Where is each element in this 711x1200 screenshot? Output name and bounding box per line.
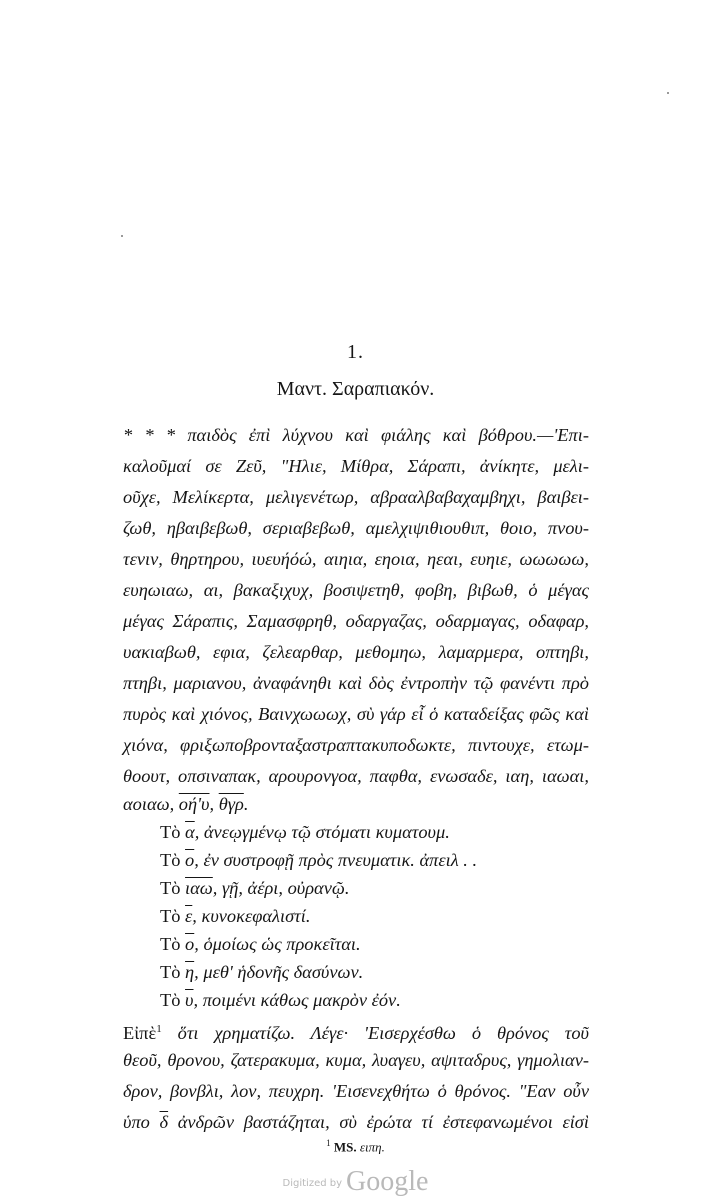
watermark-brand: Google [346, 1166, 429, 1197]
text-line: υακιαβωθ, εφια, ζελεαρθαρ, μεθομηω, λαμαρμερα, οπτηβι, [123, 642, 589, 662]
vowel-line [160, 845, 590, 875]
watermark-prefix: Digitized by [282, 1178, 343, 1189]
text-line: πυρὸς καὶ χιόνος, Βαινχωωωχ, σὺ γάρ εἶ ὁ καταδείξας φῶς καὶ [123, 704, 589, 724]
text-line [123, 1107, 589, 1137]
vowel-letter: $\overline{\upsilon}$ [185, 990, 194, 1010]
vowel-line [160, 817, 590, 847]
scan-speck [121, 235, 123, 237]
text-line [123, 1014, 589, 1044]
text-line: οῦχε, Μελίκερτα, μελιγενέτωρ, αβρααλβαβαχαμβηχι, βαιβει- [123, 487, 589, 507]
vowel-article: Τὸ [160, 934, 181, 954]
vowel-line [160, 929, 590, 959]
vowel-letter: $\overline{o}$ [185, 850, 195, 870]
vowel-text: , ποιμένι κάθως μακρὸν ἐόν. [193, 990, 401, 1010]
vowel-letter: $\overline{\iota\alpha\omega}$ [185, 878, 213, 898]
vowel-article: Τὸ [160, 878, 181, 898]
digitization-watermark [0, 1166, 711, 1198]
vowel-line [160, 985, 590, 1015]
vowel-text: , κυνοκεφαλιστί. [192, 906, 311, 926]
vowel-text: , ἐν συστροφῇ πρὸς πνευματικ. ἀπειλ . . [194, 850, 478, 870]
line-text: , [209, 794, 219, 814]
footnote-reference: 1 [156, 1023, 162, 1035]
scan-speck [667, 92, 669, 94]
text-line: μέγας Σάραπις, Σαμασφρηθ, οδαργαζας, οδαρμαγας, οδαφαρ, [123, 611, 589, 631]
vowel-article: Τὸ [160, 990, 181, 1010]
vowel-line [160, 901, 590, 931]
text-line: θοουτ, οπσιναπακ, αρουρονγοα, παφθα, ενωσαδε, ιαη, ιαωαι, [123, 766, 589, 786]
text-line: καλοῦμαί σε Ζεῦ, "Ηλιε, Μίθρα, Σάραπι, ἀνίκητε, μελι- [123, 456, 589, 476]
vowel-letter: $\overline{\eta}$ [185, 962, 195, 982]
vowel-letter: $\overline{o}$ [185, 934, 195, 954]
section-title: Μαντ. Σαραπιακόν. [276, 378, 435, 400]
text-line: ευηωιαω, αι, βακαξιχυχ, βοσιψετηθ, φοβη, βιβωθ, ὁ μέγας [123, 580, 589, 600]
vowel-article: Τὸ [160, 822, 181, 842]
overlined-letters: $\overline{\delta}$ [159, 1112, 169, 1132]
line-text: ὅτι χρηματίζω. Λέγε· 'Εισερχέσθω ὁ θρόνος τοῦ [161, 1023, 589, 1044]
text-line [123, 789, 589, 819]
vowel-text: , μεθ' ἡδονῆς δασύνων. [194, 962, 364, 982]
vowel-article: Τὸ [160, 906, 181, 926]
vowel-letter: $\overline{\alpha}$ [185, 822, 195, 842]
overlined-letters: οή'υ [178, 794, 210, 814]
vowel-line [160, 957, 590, 987]
vowel-article: Τὸ [160, 850, 181, 870]
footnote-label: MS. [333, 1139, 357, 1155]
line-text: . [243, 794, 249, 814]
text-line: ζωθ, ηβαιβεβωθ, σεριαβεβωθ, αμελχιψιθιουθιπ, θοιο, πνου- [123, 518, 589, 538]
line-text: Εἰπὲ [123, 1023, 157, 1044]
text-line: * * * παιδὸς ἐπὶ λύχνου καὶ φιάλης καὶ βόθρου.—'Επι- [123, 425, 589, 445]
vowel-line [160, 873, 590, 903]
vowel-article: Τὸ [160, 962, 181, 982]
text-line: χιόνα, φριξωποβρονταξαστραπτακυποδωκτε, πιντουχε, ετωμ- [123, 735, 589, 755]
text-line: πτηβι, μαριανου, ἀναφάνηθι καὶ δὸς ἐντροπὴν τῷ φανέντι πρὸ [123, 673, 589, 693]
vowel-text: , ἀνεῳγμένῳ τῷ στόματι κυματουμ. [194, 822, 450, 842]
vowel-text: , ὁμοίως ὡς προκεῖται. [194, 934, 361, 954]
vowel-letter: $\overline{\varepsilon}$ [185, 906, 193, 926]
footnote-mark: 1 [326, 1138, 331, 1148]
footnote-text: ειπη. [359, 1139, 385, 1155]
vowel-text: , γῇ, ἀέρι, οὐρανῷ. [212, 878, 350, 898]
line-text: ὑπο [123, 1112, 160, 1132]
overlined-letters: $\overline{\theta\gamma\rho}$ [218, 794, 244, 814]
footnote [0, 1138, 711, 1155]
text-line: θεοῦ, θρονου, ζατερακυμα, κυμα, λυαγευ, αψιταδρυς, γημολιαν- [123, 1050, 589, 1070]
text-line: τενιν, θηρτηρου, ιυευήόώ, αιηια, εηοια, ηεαι, ευηιε, ωωωωω, [123, 549, 589, 569]
line-text: αοιαω, [123, 794, 179, 814]
line-text: ἀνδρῶν βαστάζηται, σὺ ἐρώτα τί ἐστεφανωμένοι εἰσὶ [168, 1112, 589, 1132]
text-line: δρον, βονβλι, λον, πευχρη. 'Εισενεχθήτω ὁ θρόνος. "Εαν οὖν [123, 1081, 589, 1101]
section-number: 1. [347, 341, 364, 363]
